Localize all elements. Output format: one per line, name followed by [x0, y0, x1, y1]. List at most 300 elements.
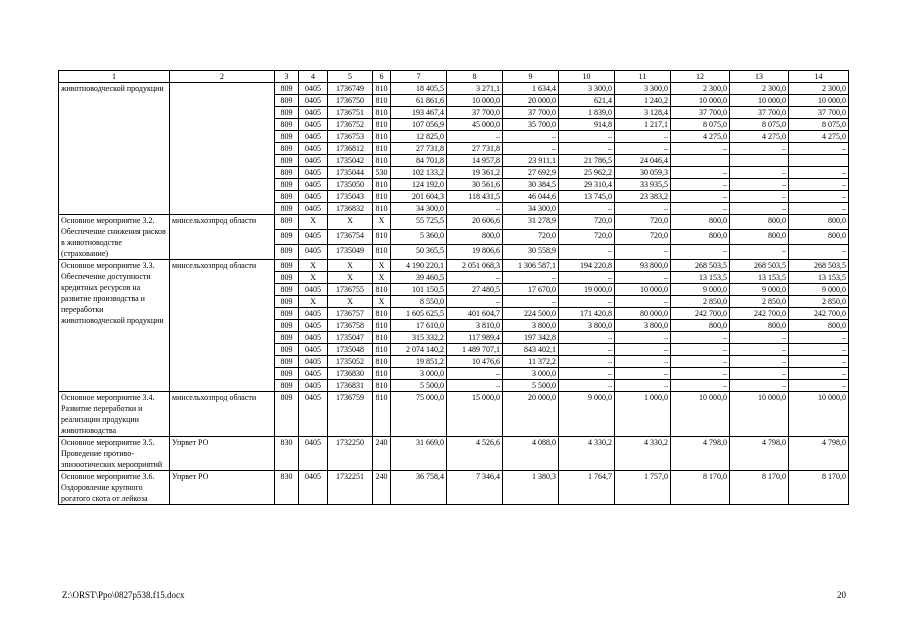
table-cell: 4 088,0 [503, 437, 559, 471]
table-cell: 80 000,0 [615, 308, 671, 320]
table-cell: 1735042 [328, 155, 373, 167]
table-cell: 0405 [299, 320, 328, 332]
table-cell: 809 [275, 155, 299, 167]
table-cell: – [789, 380, 849, 392]
table-cell: 809 [275, 380, 299, 392]
table-cell: – [559, 380, 615, 392]
table-cell: Х [299, 260, 328, 272]
table-cell: 1736754 [328, 230, 373, 245]
table-cell: – [447, 296, 503, 308]
table-cell: 9 000,0 [559, 392, 615, 437]
table-cell: – [559, 203, 615, 215]
header-cell: 13 [730, 71, 789, 83]
table-cell: 810 [373, 203, 391, 215]
table-cell: 13 153,5 [789, 272, 849, 284]
table-cell: 315 332,2 [391, 332, 447, 344]
table-cell: 3 800,0 [615, 320, 671, 332]
table-cell: 8 075,0 [730, 119, 789, 131]
table-cell: – [503, 131, 559, 143]
activity-description: Основное мероприятие 3.4. Развитие переработки и реализации продукции животноводства [59, 392, 170, 437]
table-cell: 810 [373, 119, 391, 131]
table-cell: 4 330,2 [615, 437, 671, 471]
table-cell: 1736830 [328, 368, 373, 380]
table-cell: 8 550,0 [391, 296, 447, 308]
table-cell: 1736753 [328, 131, 373, 143]
table-cell: 30 384,5 [503, 179, 559, 191]
table-cell: – [503, 143, 559, 155]
table-cell: 0405 [299, 230, 328, 245]
table-row [59, 471, 849, 505]
table-cell: 0405 [299, 119, 328, 131]
table-cell: 810 [373, 356, 391, 368]
table-cell: Х [328, 215, 373, 230]
table-cell: 102 133,2 [391, 167, 447, 179]
table-cell: 809 [275, 284, 299, 296]
table-cell: Х [373, 272, 391, 284]
table-cell: – [447, 131, 503, 143]
table-cell: – [671, 368, 730, 380]
table-cell: 0405 [299, 308, 328, 320]
table-cell: 809 [275, 215, 299, 230]
table-cell: – [615, 368, 671, 380]
header-cell: 9 [503, 71, 559, 83]
table-cell: 1736812 [328, 143, 373, 155]
table-cell: 0405 [299, 95, 328, 107]
table-cell: 45 000,0 [447, 119, 503, 131]
table-cell: 4 526,6 [447, 437, 503, 471]
table-cell: 809 [275, 368, 299, 380]
header-cell: 1 [59, 71, 170, 83]
table-cell: 10 000,0 [730, 95, 789, 107]
table-cell: – [559, 344, 615, 356]
table-cell: 27 692,9 [503, 167, 559, 179]
table-cell: 4 190 220,1 [391, 260, 447, 272]
table-cell: 810 [373, 368, 391, 380]
table-cell: 37 700,0 [671, 107, 730, 119]
table-cell: 809 [275, 392, 299, 437]
table-cell: 30 558,9 [503, 245, 559, 260]
table-cell: 197 342,8 [503, 332, 559, 344]
header-cell: 8 [447, 71, 503, 83]
table-cell: 39 460,5 [391, 272, 447, 284]
table-row [59, 437, 849, 471]
table-cell: 268 503,5 [789, 260, 849, 272]
table-row [59, 215, 849, 230]
header-cell: 12 [671, 71, 730, 83]
table-cell: – [559, 245, 615, 260]
table-cell: 46 044,6 [503, 191, 559, 203]
page-number: 20 [837, 590, 846, 600]
table-cell: 809 [275, 179, 299, 191]
table-cell: 800,0 [730, 215, 789, 230]
table-cell: 800,0 [447, 230, 503, 245]
table-cell: 19 361,2 [447, 167, 503, 179]
table-cell: 3 810,0 [447, 320, 503, 332]
table-cell: 19 851,2 [391, 356, 447, 368]
table-cell: 19 806,6 [447, 245, 503, 260]
table-cell: 1 000,0 [615, 392, 671, 437]
table-cell: 401 604,7 [447, 308, 503, 320]
table-cell: – [615, 296, 671, 308]
table-cell: – [730, 368, 789, 380]
table-cell: 10 000,0 [789, 95, 849, 107]
activity-description: животноводческой продукции [59, 83, 170, 215]
table-cell: 31 669,0 [391, 437, 447, 471]
table-cell: 809 [275, 296, 299, 308]
table-cell: 809 [275, 95, 299, 107]
executor: минсельхозпрод области [170, 392, 275, 437]
table-cell: 2 850,0 [789, 296, 849, 308]
table-cell: 2 300,0 [730, 83, 789, 95]
table-cell: – [730, 179, 789, 191]
table-cell: 0405 [299, 245, 328, 260]
table-cell: – [789, 143, 849, 155]
table-cell: 0405 [299, 392, 328, 437]
table-cell: 201 604,3 [391, 191, 447, 203]
table-cell: 50 365,5 [391, 245, 447, 260]
table-cell: 30 059,3 [615, 167, 671, 179]
table-cell: 809 [275, 308, 299, 320]
table-cell: – [615, 131, 671, 143]
table-cell: 809 [275, 272, 299, 284]
document-page [58, 70, 848, 505]
table-cell: – [559, 131, 615, 143]
table-cell: 25 962,2 [559, 167, 615, 179]
table-cell: 31 278,9 [503, 215, 559, 230]
table-cell: 20 000,0 [503, 95, 559, 107]
table-cell: 0405 [299, 344, 328, 356]
executor: минсельхозпрод области [170, 215, 275, 260]
table-cell: 37 700,0 [730, 107, 789, 119]
table-cell: 1736831 [328, 380, 373, 392]
table-cell: 914,8 [559, 119, 615, 131]
table-cell: 0405 [299, 471, 328, 505]
table-cell: 34 300,0 [503, 203, 559, 215]
table-cell: 10 000,0 [615, 284, 671, 296]
table-cell: 3 000,0 [391, 368, 447, 380]
table-cell: 1736750 [328, 95, 373, 107]
table-cell: 3 128,4 [615, 107, 671, 119]
table-cell: – [789, 179, 849, 191]
table-cell: – [789, 167, 849, 179]
table-cell: 809 [275, 344, 299, 356]
header-cell: 7 [391, 71, 447, 83]
table-cell: 1735044 [328, 167, 373, 179]
table-cell: 10 000,0 [730, 392, 789, 437]
table-cell: 7 346,4 [447, 471, 503, 505]
table-cell: 800,0 [671, 230, 730, 245]
table-cell: 0405 [299, 380, 328, 392]
table-cell: 809 [275, 356, 299, 368]
table-cell: – [671, 380, 730, 392]
table-cell: 240 [373, 471, 391, 505]
table-cell: 1 605 625,5 [391, 308, 447, 320]
table-cell: 9 000,0 [789, 284, 849, 296]
table-cell: – [559, 332, 615, 344]
table-cell: 8 075,0 [789, 119, 849, 131]
table-cell: 809 [275, 143, 299, 155]
table-cell: 3 300,0 [615, 83, 671, 95]
table-cell: 3 300,0 [559, 83, 615, 95]
table-cell: 75 000,0 [391, 392, 447, 437]
table-cell: 0405 [299, 437, 328, 471]
table-cell: 810 [373, 380, 391, 392]
header-cell: 10 [559, 71, 615, 83]
table-cell: 0405 [299, 368, 328, 380]
table-cell: 0405 [299, 203, 328, 215]
table-cell: – [671, 143, 730, 155]
table-cell: Х [328, 296, 373, 308]
table-cell: 193 467,4 [391, 107, 447, 119]
table-cell: 809 [275, 245, 299, 260]
table-cell: 13 153,5 [730, 272, 789, 284]
table-cell: – [789, 368, 849, 380]
table-cell: 55 725,5 [391, 215, 447, 230]
table-cell: 11 372,2 [503, 356, 559, 368]
table-cell: 0405 [299, 332, 328, 344]
table-cell: 810 [373, 230, 391, 245]
table-cell: 1736755 [328, 284, 373, 296]
table-cell: 1735050 [328, 179, 373, 191]
table-cell: 4 798,0 [730, 437, 789, 471]
table-cell: 1732250 [328, 437, 373, 471]
table-cell: 27 731,8 [391, 143, 447, 155]
table-cell: 10 476,6 [447, 356, 503, 368]
table-cell: 810 [373, 332, 391, 344]
table-cell: 10 000,0 [789, 392, 849, 437]
table-cell: – [789, 356, 849, 368]
table-cell: 843 402,1 [503, 344, 559, 356]
table-cell: 810 [373, 191, 391, 203]
table-cell: 810 [373, 392, 391, 437]
table-cell: 268 503,5 [671, 260, 730, 272]
table-cell: – [615, 143, 671, 155]
table-cell: 530 [373, 167, 391, 179]
table-cell: Х [299, 215, 328, 230]
table-cell: – [730, 245, 789, 260]
table-cell: 24 046,4 [615, 155, 671, 167]
table-cell: – [503, 272, 559, 284]
table-body [59, 71, 849, 505]
table-cell: 107 056,9 [391, 119, 447, 131]
table-cell: – [615, 272, 671, 284]
table-cell: – [671, 344, 730, 356]
table-cell: 800,0 [789, 320, 849, 332]
table-cell: 810 [373, 95, 391, 107]
header-cell: 6 [373, 71, 391, 83]
table-cell: 2 850,0 [671, 296, 730, 308]
table-row [59, 83, 849, 95]
table-cell: 9 000,0 [671, 284, 730, 296]
table-cell: 810 [373, 155, 391, 167]
table-cell: 3 800,0 [503, 320, 559, 332]
table-cell: – [671, 245, 730, 260]
table-cell: 0405 [299, 179, 328, 191]
table-cell: 10 000,0 [671, 95, 730, 107]
table-cell: 810 [373, 284, 391, 296]
table-cell: – [671, 191, 730, 203]
table-cell: – [671, 332, 730, 344]
table-cell: – [789, 191, 849, 203]
table-cell: 1736752 [328, 119, 373, 131]
table-cell: 17 670,0 [503, 284, 559, 296]
table-cell: – [447, 380, 503, 392]
table-cell: 720,0 [615, 215, 671, 230]
table-cell: – [559, 368, 615, 380]
table-cell: 809 [275, 119, 299, 131]
table-cell: 27 480,5 [447, 284, 503, 296]
table-cell: Х [373, 260, 391, 272]
executor [170, 83, 275, 215]
table-cell: 2 074 140,2 [391, 344, 447, 356]
table-cell: 2 300,0 [789, 83, 849, 95]
activity-description: Основное мероприятие 3.5. Проведение противо-эпизоотических мероприятий [59, 437, 170, 471]
table-cell: 1 634,4 [503, 83, 559, 95]
table-cell: 0405 [299, 143, 328, 155]
table-cell: – [730, 380, 789, 392]
table-row [59, 260, 849, 272]
table-cell: 4 275,0 [671, 131, 730, 143]
file-path: Z:\ORST\Ppo\0827p538.f15.docx [62, 590, 185, 600]
table-cell: – [671, 167, 730, 179]
table-cell: 1735052 [328, 356, 373, 368]
table-cell: 5 360,0 [391, 230, 447, 245]
table-cell: Х [328, 272, 373, 284]
table-cell: 84 701,8 [391, 155, 447, 167]
executor: минсельхозпрод области [170, 260, 275, 392]
table-cell: 809 [275, 131, 299, 143]
table-cell: 12 825,0 [391, 131, 447, 143]
table-cell: 1 306 587,1 [503, 260, 559, 272]
table-cell: 23 911,1 [503, 155, 559, 167]
table-cell: 810 [373, 308, 391, 320]
table-cell: 9 000,0 [730, 284, 789, 296]
table-cell: 17 610,0 [391, 320, 447, 332]
table-cell: 1 217,1 [615, 119, 671, 131]
table-cell: 1735049 [328, 245, 373, 260]
table-row [59, 392, 849, 437]
table-cell: 810 [373, 143, 391, 155]
table-cell: 0405 [299, 83, 328, 95]
table-cell: 1736757 [328, 308, 373, 320]
table-cell: 15 000,0 [447, 392, 503, 437]
table-cell: 20 000,0 [503, 392, 559, 437]
activity-description: Основное мероприятие 3.6. Оздоровление крупного рогатого скота от лейкоза [59, 471, 170, 505]
table-cell: 5 500,0 [503, 380, 559, 392]
table-cell: – [730, 143, 789, 155]
table-cell: 0405 [299, 131, 328, 143]
table-cell: 1736759 [328, 392, 373, 437]
table-cell: 1 757,0 [615, 471, 671, 505]
table-cell: – [447, 272, 503, 284]
table-cell: 1 764,7 [559, 471, 615, 505]
table-cell: 36 758,4 [391, 471, 447, 505]
table-cell: 8 075,0 [671, 119, 730, 131]
table-cell: 0405 [299, 167, 328, 179]
table-cell: – [730, 344, 789, 356]
table-cell: 8 170,0 [671, 471, 730, 505]
table-cell: 23 383,2 [615, 191, 671, 203]
table-cell: 29 310,4 [559, 179, 615, 191]
table-cell: – [730, 167, 789, 179]
table-cell: 4 330,2 [559, 437, 615, 471]
table-cell: – [789, 245, 849, 260]
table-cell: Х [373, 296, 391, 308]
table-cell: 4 798,0 [789, 437, 849, 471]
table-cell: 720,0 [503, 230, 559, 245]
table-cell: – [730, 203, 789, 215]
table-cell: 810 [373, 320, 391, 332]
table-cell: 800,0 [671, 215, 730, 230]
table-cell: 242 700,0 [730, 308, 789, 320]
table-cell: – [447, 368, 503, 380]
table-cell: – [615, 380, 671, 392]
table-cell: 1736751 [328, 107, 373, 119]
table-cell [789, 155, 849, 167]
table-cell: – [559, 143, 615, 155]
table-cell: 124 192,0 [391, 179, 447, 191]
table-cell: 720,0 [559, 230, 615, 245]
table-cell: 830 [275, 471, 299, 505]
budget-table [58, 70, 849, 505]
table-cell: 800,0 [730, 230, 789, 245]
table-cell: 3 271,1 [447, 83, 503, 95]
table-cell: – [671, 179, 730, 191]
table-cell: 21 786,5 [559, 155, 615, 167]
table-cell: – [671, 356, 730, 368]
table-cell: 37 700,0 [789, 107, 849, 119]
table-cell: 809 [275, 83, 299, 95]
table-cell: 2 300,0 [671, 83, 730, 95]
table-cell: 19 000,0 [559, 284, 615, 296]
table-cell: 809 [275, 191, 299, 203]
table-cell: 240 [373, 437, 391, 471]
table-cell: 810 [373, 83, 391, 95]
table-cell: 810 [373, 107, 391, 119]
header-cell: 14 [789, 71, 849, 83]
table-cell [730, 155, 789, 167]
header-cell: 2 [170, 71, 275, 83]
table-cell: 4 275,0 [789, 131, 849, 143]
table-cell: 117 989,4 [447, 332, 503, 344]
table-cell: 10 000,0 [671, 392, 730, 437]
activity-description: Основное мероприятие 3.2. Обеспечение снижения рисков в животноводстве (страхование) [59, 215, 170, 260]
table-cell: 800,0 [671, 320, 730, 332]
table-cell: Х [373, 215, 391, 230]
table-cell: 1 240,2 [615, 95, 671, 107]
table-cell: 720,0 [615, 230, 671, 245]
table-cell: – [671, 203, 730, 215]
table-cell: 1 380,3 [503, 471, 559, 505]
table-cell: 1735047 [328, 332, 373, 344]
header-cell: 11 [615, 71, 671, 83]
table-cell: 61 861,6 [391, 95, 447, 107]
table-cell: 2 850,0 [730, 296, 789, 308]
table-cell: 35 700,0 [503, 119, 559, 131]
table-cell: 118 431,5 [447, 191, 503, 203]
table-cell: 1 839,0 [559, 107, 615, 119]
table-cell: 0405 [299, 107, 328, 119]
table-cell: – [730, 191, 789, 203]
table-cell: 621,4 [559, 95, 615, 107]
table-cell: – [615, 332, 671, 344]
table-cell: 101 150,5 [391, 284, 447, 296]
table-cell: 830 [275, 437, 299, 471]
table-cell: – [559, 356, 615, 368]
table-cell: 720,0 [559, 215, 615, 230]
table-cell: 10 000,0 [447, 95, 503, 107]
table-cell: – [447, 203, 503, 215]
